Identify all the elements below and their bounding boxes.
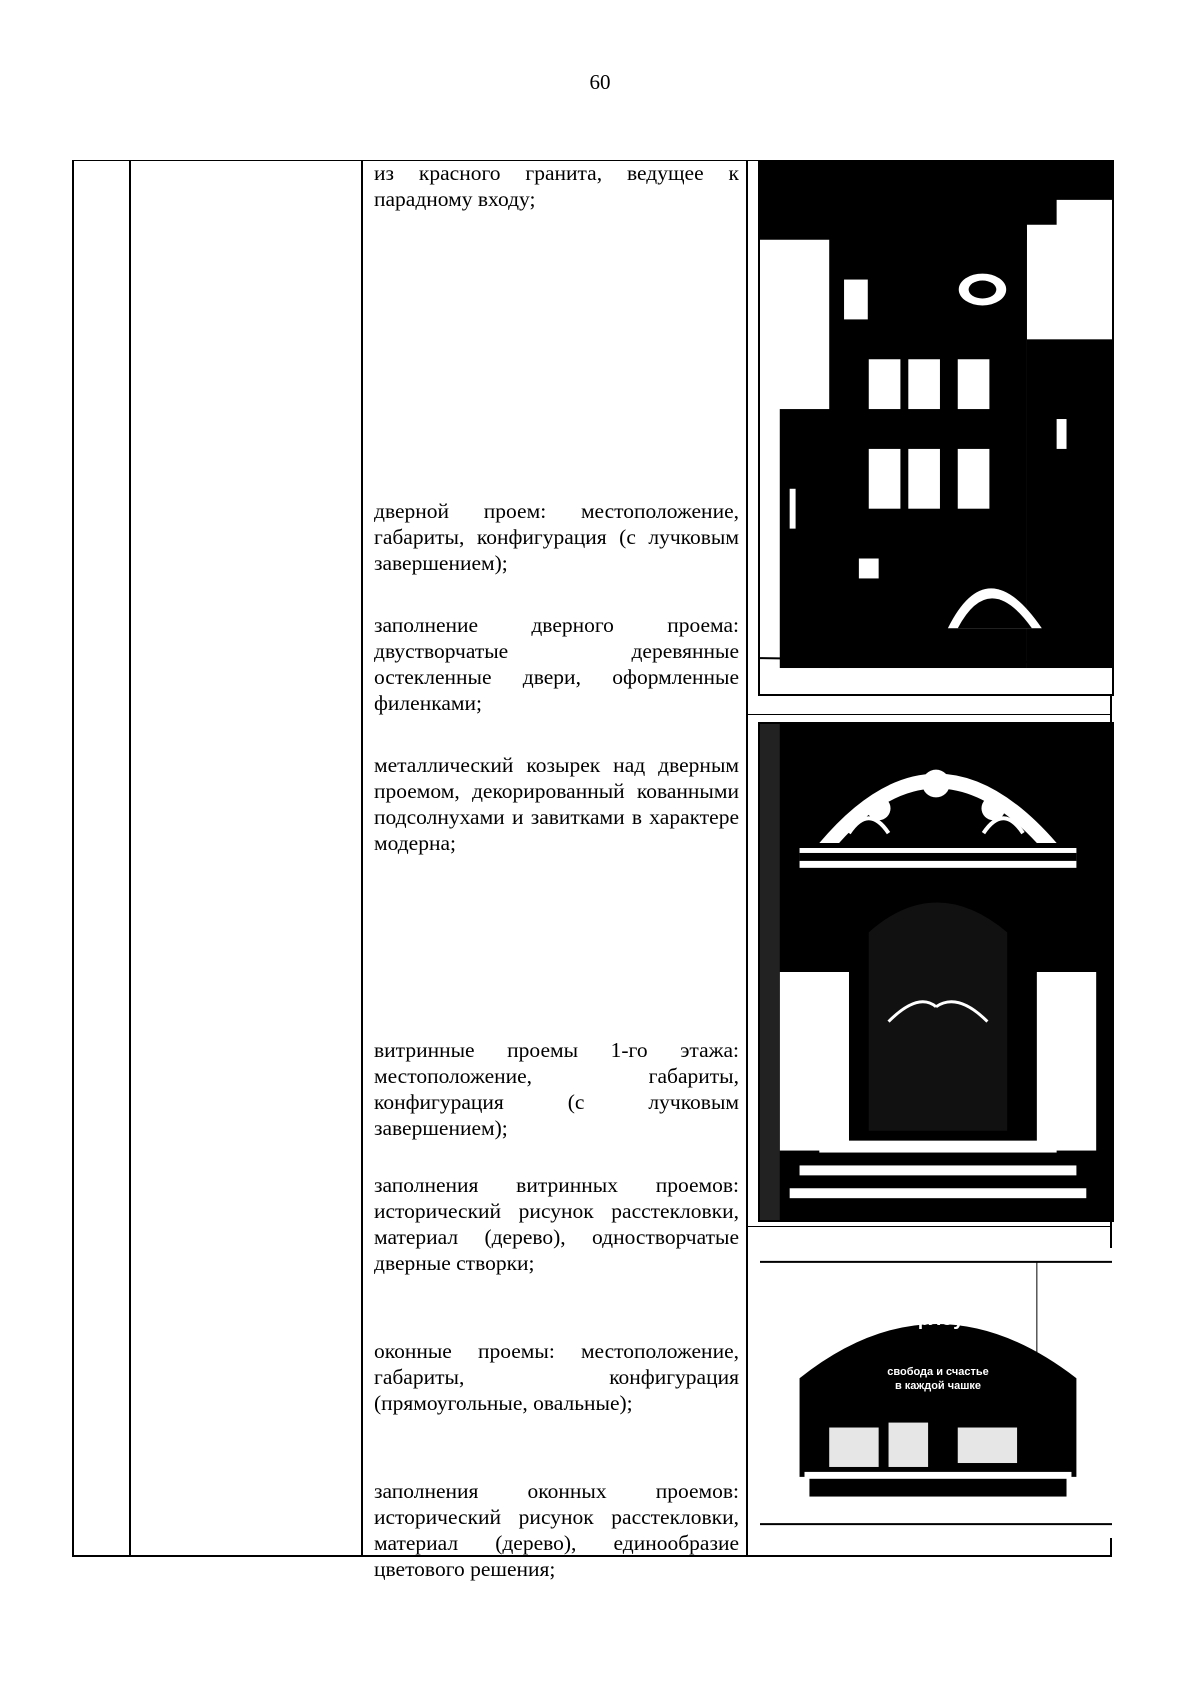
description-cell [374, 160, 739, 1581]
photo-entrance-door [758, 722, 1114, 1222]
item-shopfront-filling: заполнения витринных проемов: исторический рисунок расстекловки, материал (дерево), одностворчатые дверные створки; [374, 1173, 739, 1275]
column-divider-3 [746, 160, 748, 1557]
column-divider-1 [129, 160, 131, 1557]
shop-sign-line1: свобода и счастье [887, 1366, 989, 1378]
photo-row-divider-1 [746, 714, 1110, 715]
item-metal-canopy: металлический козырек над дверным проемом, декорированный кованными подсолнухами и завитками в характере модерна; [374, 753, 739, 855]
item-window-openings: оконные проемы: местоположение, габариты, конфигурация (прямоугольные, овальные); [374, 1339, 739, 1415]
item-door-opening: дверной проем: местоположение, габариты, конфигурация (с лучковым завершением); [374, 499, 739, 575]
item-door-filling: заполнение дверного проема: двустворчатые деревянные остекленные двери, оформленные филенками; [374, 613, 739, 715]
photo-building-corner [758, 160, 1114, 696]
shop-sign-brand: флоу [911, 1308, 965, 1330]
photo-row-divider-2 [746, 1226, 1110, 1227]
item-shopfront-openings: витринные проемы 1-го этажа: местоположение, габариты, конфигурация (с лучковым завершением); [374, 1038, 739, 1140]
column-divider-2 [361, 160, 363, 1557]
shop-sign-line2: в каждой чашке [894, 1380, 982, 1392]
photo-shopfront [758, 1248, 1114, 1538]
item-granite-stairs: из красного гранита, ведущее к парадному входу; [374, 161, 739, 211]
page-number: 60 [589, 70, 611, 94]
item-window-filling: заполнения оконных проемов: исторический рисунок расстекловки, материал (дерево), единообразие цветового решения; [374, 1479, 739, 1581]
